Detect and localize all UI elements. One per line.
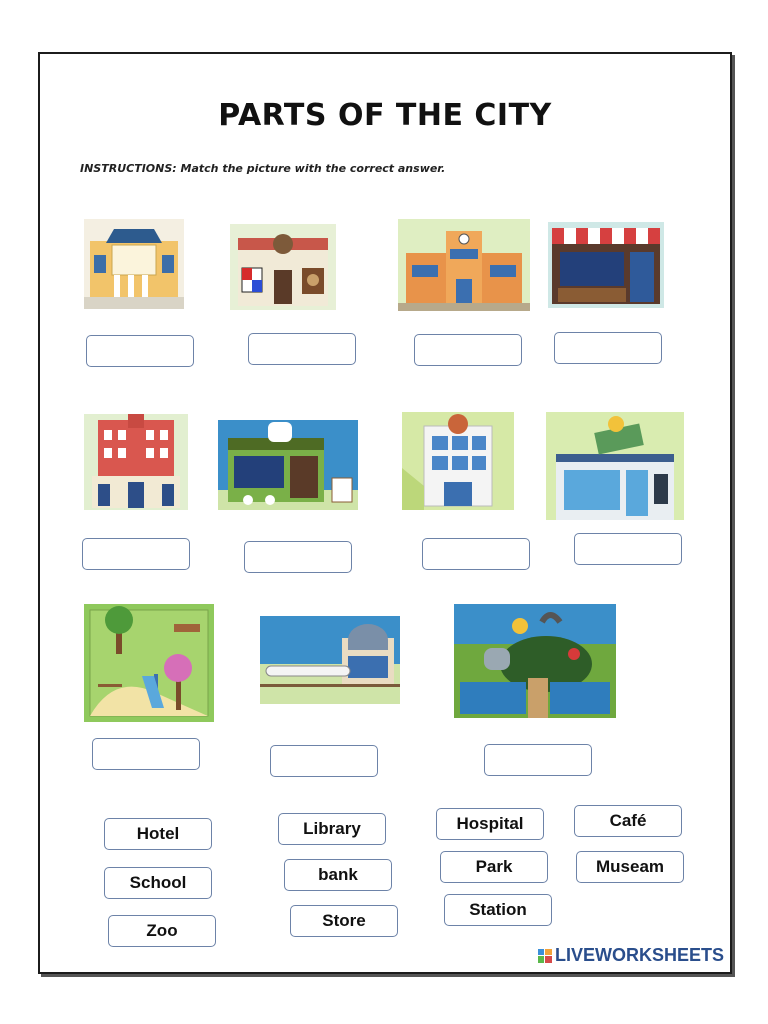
answer-box-10[interactable] [270,745,378,777]
answer-box-6[interactable] [244,541,352,573]
answer-box-3[interactable] [414,334,522,366]
zoo-scene-icon [454,604,616,718]
word-school[interactable]: School [104,867,212,899]
word-hospital[interactable]: Hospital [436,808,544,840]
cafe-building-icon [218,420,358,510]
park-scene-icon [84,604,214,722]
answer-box-8[interactable] [574,533,682,565]
hotel-building-icon [84,414,188,510]
answer-box-5[interactable] [82,538,190,570]
liveworksheets-logo [538,945,724,966]
instructions-text: INSTRUCTIONS: Match the picture with the correct answer. [80,162,446,175]
hospital-building-icon [402,412,514,510]
answer-box-9[interactable] [92,738,200,770]
answer-box-1[interactable] [86,335,194,367]
answer-box-2[interactable] [248,333,356,365]
logo-text: LIVEWORKSHEETS [554,945,724,965]
bank-building-icon [546,412,684,520]
word-store[interactable]: Store [290,905,398,937]
word-hotel[interactable]: Hotel [104,818,212,850]
store-building-icon [548,222,664,308]
museum-building-icon [230,224,336,310]
word-museam[interactable]: Museam [576,851,684,883]
word-zoo[interactable]: Zoo [108,915,216,947]
word-station[interactable]: Station [444,894,552,926]
page-title: PARTS OF THE CITY [218,98,552,133]
train-station-icon [260,616,400,704]
liveworksheets-mark-icon [538,949,552,963]
library-building-icon [84,219,184,309]
answer-box-4[interactable] [554,332,662,364]
answer-box-7[interactable] [422,538,530,570]
word-cafe[interactable]: Café [574,805,682,837]
word-library[interactable]: Library [278,813,386,845]
worksheet-page [38,52,732,974]
answer-box-11[interactable] [484,744,592,776]
word-park[interactable]: Park [440,851,548,883]
word-bank[interactable]: bank [284,859,392,891]
school-building-icon [398,219,530,311]
